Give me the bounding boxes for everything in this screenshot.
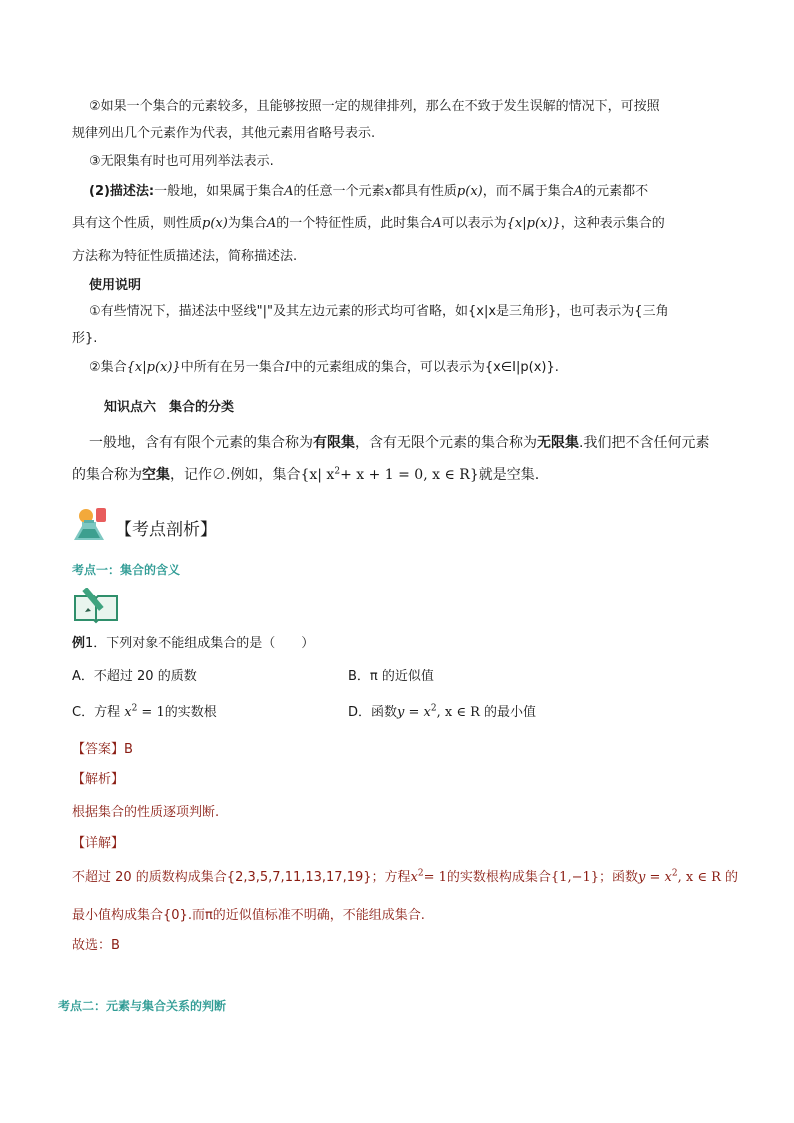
example-1-question: 例1．下列对象不能组成集合的是（ ） [72, 636, 315, 651]
usage-title: 使用说明 [89, 278, 142, 293]
paragraph-2-line2: 规律列出几个元素作为代表，其他元素用省略号表示. [72, 126, 376, 141]
book-pencil-icon [72, 588, 120, 624]
description-method-label: (2)描述法: [89, 184, 155, 199]
option-b: B．π 的近似值 [348, 669, 434, 684]
knowledge-point-6-title: 知识点六 集合的分类 [104, 400, 235, 415]
usage-note1-line2: 形}. [72, 331, 98, 346]
paragraph-3: ③无限集有时也可用列举法表示. [89, 154, 274, 169]
option-d: D．函数$y = x^2$, x ∈ R 的最小值 [348, 703, 537, 720]
detail-line1: 不超过 20 的质数构成集合{2,3,5,7,11,13,17,19}；方程$x^2= 1$的实数根构成集合{1,−1}；函数$y = x^2$, x ∈ R 的 [72, 868, 738, 885]
classification-line1: 一般地，含有有限个元素的集合称为有限集，含有无限个元素的集合称为无限集.我们把不含任何元素 [89, 435, 710, 451]
answer: 【答案】B [72, 742, 133, 757]
usage-note2: ②集合{x|p(x)}中所有在另一集合I中的元素组成的集合，可以表示为{x∈I|p(x)}. [89, 360, 559, 375]
description-method-line3: 方法称为特征性质描述法，简称描述法. [72, 249, 298, 264]
usage-note1-line1: ①有些情况下，描述法中竖线"|"及其左边元素的形式均可省略，如{x|x是三角形}，也可表示为{三角 [89, 304, 669, 319]
kaodian-2-title: 考点二：元素与集合关系的判断 [58, 999, 227, 1013]
detail-choice: 故选：B [72, 938, 120, 953]
detail-label: 【详解】 [72, 836, 125, 851]
option-a: A．不超过 20 的质数 [72, 669, 197, 684]
detail-line2: 最小值构成集合{0}.而π的近似值标准不明确，不能组成集合. [72, 908, 425, 923]
description-method-line2: 具有这个性质，则性质p(x)为集合A的一个特征性质，此时集合A可以表示为{x|p(x)}，这种表示集合的 [72, 216, 665, 231]
kaodian-1-title: 考点一：集合的含义 [72, 563, 181, 577]
description-method-line1: (2)描述法:一般地，如果属于集合A的任意一个元素x都具有性质p(x)，而不属于集合A的元素都不 [89, 184, 649, 199]
section-title: 【考点剖析】 [115, 520, 217, 540]
option-c: C．方程 $x^2 = 1$的实数根 [72, 703, 217, 720]
paragraph-2-line1: ②如果一个集合的元素较多，且能够按照一定的规律排列，那么在不致于发生误解的情况下，可按照 [89, 99, 660, 114]
classification-line2: 的集合称为空集，记作∅.例如，集合{x| $x^2+ x + 1 = 0$, x ∈ R}就是空集. [72, 466, 540, 483]
analysis-label: 【解析】 [72, 772, 125, 787]
analysis-text: 根据集合的性质逐项判断. [72, 805, 220, 820]
flask-icon [72, 504, 114, 544]
